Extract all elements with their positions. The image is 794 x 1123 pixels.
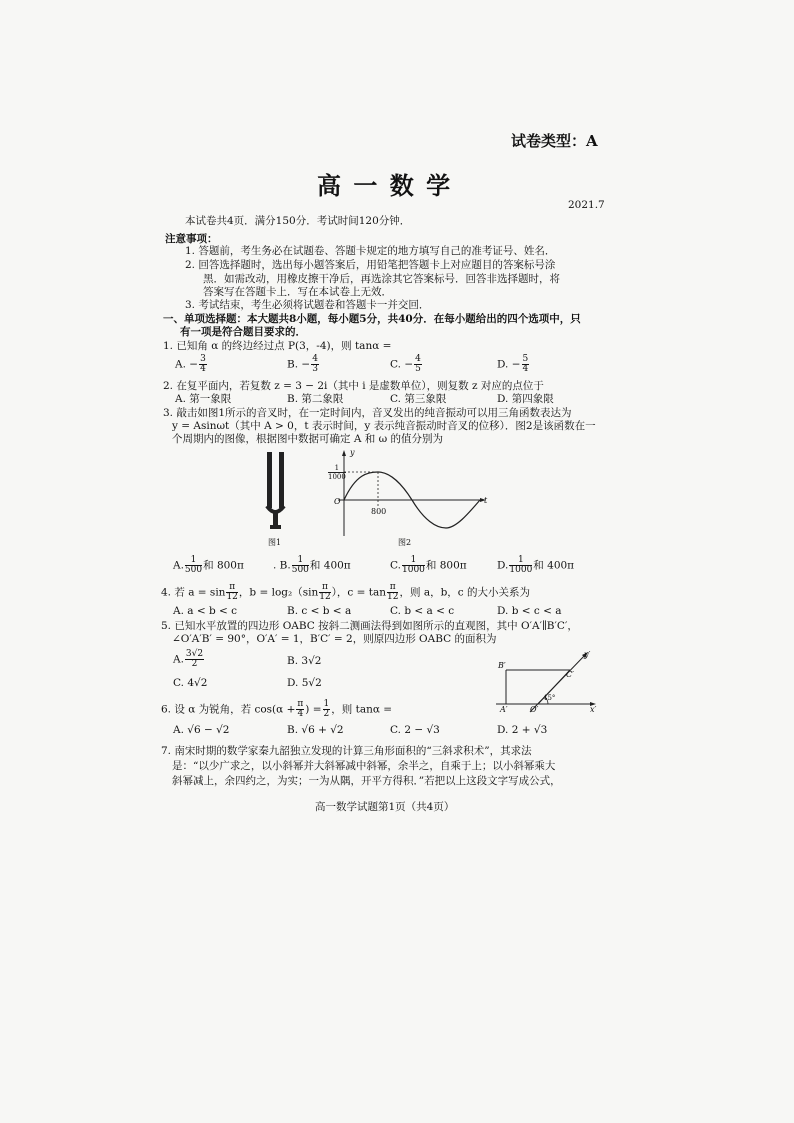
label-y: y′ (584, 650, 591, 659)
label-x: x′ (590, 705, 597, 714)
t-axis-label: t (484, 496, 488, 505)
label-a: A′ (500, 705, 508, 714)
y-tick-label: 1 1000 (328, 464, 346, 481)
paper-type: 试卷类型：A (511, 132, 598, 150)
label-b: B′ (498, 661, 506, 670)
label-o: O′ (530, 705, 539, 714)
q3-option-d: D. $\frac{1}{1000}$ 和 400π (497, 555, 575, 575)
label-c: C′ (566, 670, 574, 679)
q4-option-a: A. a < b < c (173, 605, 238, 617)
question-2-stem: 2. 在复平面内，若复数 z = 3 − 2i（其中 i 是虚数单位），则复数 z 对应的点位于 (163, 380, 544, 392)
origin-label: O (334, 497, 341, 506)
y-axis-label: y (350, 448, 355, 457)
question-5-line: 5. 已知水平放置的四边形 OABC 按斜二测画法得到如图所示的直观图，其中 O′A′∥B′C′， (161, 620, 578, 632)
q6-option-a: A. √6 − √2 (173, 724, 230, 736)
angle-label: 45° (543, 694, 556, 702)
question-5-line: ∠O′A′B′ = 90°，O′A′ = 1，B′C′ = 2，则原四边形 OABC 的面积为 (172, 633, 497, 645)
q5-option-d: D. 5√2 (287, 677, 322, 689)
notice-item: 答案写在答题卡上．写在本试卷上无效． (203, 286, 392, 298)
q1-option-b: B. − $\frac{4}{3}$ (287, 354, 318, 374)
section-heading-cont: 有一项是符合题目要求的． (180, 326, 306, 338)
tuning-fork-figure (262, 450, 292, 536)
question-4-stem: 4. 若 a = sin $\frac{\pi}{12}$ ，b = log₂（sin $\frac{\pi}{12}$ ），c = tan $\frac{\pi}{12}$ ，则 a，b，c 的大小关系为 (161, 582, 531, 602)
q2-option-c: C. 第三象限 (390, 393, 447, 405)
sine-wave-figure (318, 448, 490, 540)
notice-item: 2. 回答选择题时，选出每小题答案后，用铅笔把答题卡上对应题目的答案标号涂 (185, 259, 556, 271)
x-tick-label: 800 (371, 507, 387, 516)
q3-option-b: . B. $\frac{1}{500}$ 和 400π (273, 555, 351, 575)
q5-option-c: C. 4√2 (173, 677, 208, 689)
figure-2-caption: 图2 (398, 538, 412, 547)
notice-item: 黑．如需改动，用橡皮擦干净后，再选涂其它答案标号．回答非选择题时，将 (203, 273, 560, 285)
question-7-line: 7. 南宋时期的数学家秦九韶独立发现的计算三角形面积的“三斜求积术”，其求法 (161, 745, 532, 757)
question-3-line: 3. 敲击如图1所示的音叉时，在一定时间内，音叉发出的纯音振动可以用三角函数表达为 (163, 407, 572, 419)
question-1-stem: 1. 已知角 α 的终边经过点 P(3，-4)，则 tanα = (163, 340, 392, 352)
notice-item: 3. 考试结束，考生必须将试题卷和答题卡一并交回． (185, 299, 430, 311)
q4-option-c: C. b < a < c (390, 605, 455, 617)
intro-text: 本试卷共4页．满分150分．考试时间120分钟． (185, 215, 411, 227)
q4-option-d: D. b < c < a (497, 605, 562, 617)
q3-option-c: C. $\frac{1}{1000}$ 和 800π (390, 555, 467, 575)
question-3-line: 个周期内的图像，根据图中数据可确定 A 和 ω 的值分别为 (172, 433, 443, 445)
notice-item: 1. 答题前，考生务必在试题卷、答题卡规定的地方填写自己的准考证号、姓名． (185, 245, 556, 257)
q1-option-c: C. − $\frac{4}{5}$ (390, 354, 421, 374)
q5-option-b: B. 3√2 (287, 655, 322, 667)
question-7-line: 是：“以少广求之，以小斜幂并大斜幂减中斜幂，余半之，自乘于上；以小斜幂乘大 (172, 760, 556, 772)
exam-date: 2021.7 (568, 199, 605, 211)
question-7-line: 斜幂减上，余四约之，为实；一为从隅，开平方得积．”若把以上这段文字写成公式， (172, 775, 561, 787)
question-6-stem: 6. 设 α 为锐角，若 cos(α + $\frac{\pi}{4}$ ) = $\frac{1}{2}$ ，则 tanα = (161, 699, 393, 719)
q2-option-a: A. 第一象限 (175, 393, 232, 405)
notice-heading: 注意事项： (165, 233, 218, 245)
section-heading: 一、单项选择题：本大题共8小题，每小题5分，共40分．在每小题给出的四个选项中，只 (163, 313, 581, 325)
figure-1-caption: 图1 (268, 538, 282, 547)
q1-option-d: D. − $\frac{5}{4}$ (497, 354, 529, 374)
page-title: 高 一 数 学 (317, 171, 453, 200)
q3-option-a: A. $\frac{1}{500}$ 和 800π (173, 555, 244, 575)
q1-option-a: A. − $\frac{3}{4}$ (175, 354, 206, 374)
question-3-line: y = Asinωt（其中 A > 0，t 表示时间，y 表示纯音振动时音叉的位移）．图2是该函数在一 (172, 420, 596, 432)
q6-option-d: D. 2 + √3 (497, 724, 548, 736)
q4-option-b: B. c < b < a (287, 605, 352, 617)
q6-option-b: B. √6 + √2 (287, 724, 344, 736)
q2-option-b: B. 第二象限 (287, 393, 344, 405)
q5-option-a: A. $\frac{3√2}{2}$ (173, 649, 204, 669)
q6-option-c: C. 2 − √3 (390, 724, 440, 736)
page-footer: 高一数学试题第1页（共4页） (315, 801, 455, 813)
q2-option-d: D. 第四象限 (497, 393, 554, 405)
